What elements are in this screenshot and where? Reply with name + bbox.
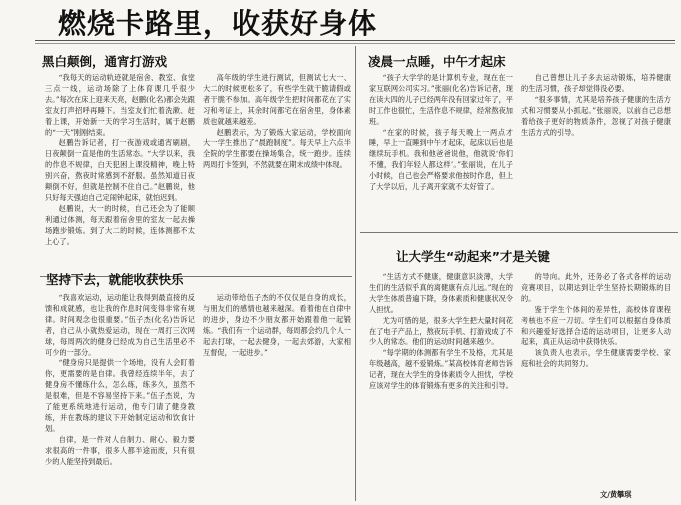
paragraph: “我每天的运动轨迹就是宿舍、教室、食堂三点一线，运动场除了上体育课几乎很少去。”每次在床上迎来天亮，赵鹏(化名)都会先跟室友打声招呼再睡下。当室友们忙着洗漱、赶着上课，开始新一天的学习生活时，属于赵鹏的“一天”刚刚结束。 [45, 73, 195, 137]
paragraph: “生活方式不健康，健康意识淡薄，大学生们的生活似乎真的离健康有点儿远。”现在的大学生体质普遍下降，身体素质和健康状况令人担忧。 [369, 272, 513, 314]
paragraph: 自律，是一件对人自制力、耐心、毅力要求很高的一件事，很多人都半途而废，只有很少的人能坚持到最后。 [45, 434, 195, 466]
column-divider [355, 46, 356, 501]
section-1-column-1 [45, 73, 195, 268]
paragraph: 鉴于学生个体间的差异性，高校体育课程考核也不应一刀切。学生们可以根据自身体质和兴趣爱好选择合适的运动项目，让更多人动起来，真正从运动中获得快乐。 [521, 304, 671, 347]
section-heading-1: 黑白颠倒，通宵打游戏 [42, 54, 168, 69]
paragraph: 尤为可惜的是，很多大学生把大量时间花在了电子产品上，熬夜玩手机、打游戏成了不少人的常态。他们的运动时间越来越少。 [369, 315, 513, 347]
paragraph: “很多事情，尤其是培养孩子健康的生活方式和习惯要从小抓起。”张丽说，以前自己总想着给孩子更好的物质条件，忽视了对孩子健康生活方式的引导。 [521, 94, 671, 137]
paragraph: 自己曾想让儿子多去运动锻炼，培养健康的生活习惯，孩子却觉得没必要。 [521, 73, 671, 93]
paragraph: 的导向。此外，还务必了各式各样的运动竞赛项目，以期达到让学生坚持长期锻炼的目的。 [521, 272, 671, 303]
paragraph: 赵鹏说，大一的时候，自己还会为了能顺利通过体测，每天跟着宿舍里的室友一起去操场跑步锻炼。到了大二的时候，连体测都不太上心了。 [45, 203, 195, 246]
paragraph: 该负责人也表示，学生健康需要学校、家庭和社会的共同努力。 [521, 348, 671, 369]
paragraph: 运动带给伍子杰的不仅仅是自身的成长，与朋友们的感情也越来越深。看着他在自律中的进步，身边不少朋友都开始跟着他一起锻炼。“我们有一个运动群，每周都会约几个人一起去打球，一起去健身，一起去郊游，大家相互督促，一起进步。” [203, 293, 351, 357]
section-2-column-2 [203, 293, 351, 501]
paragraph: “在家的时候，孩子每天晚上一两点才睡，早上一直睡到中午才起床，起床以后也是继续玩手机。我和他爸爸说他，他就说‘你们不懂，我们年轻人都这样’。”张丽说，在儿子小时候，自己也会严格要求他按时作息，但上了大学以后，儿子离开家就不太好管了。 [369, 127, 513, 192]
title-rule-secondary [35, 43, 675, 44]
section-4-column-2 [521, 272, 671, 489]
section-heading-2: 坚持下去，就能收获快乐 [46, 272, 184, 287]
paragraph: 赵鹏表示，为了锻炼大家运动，学校面向大一学生推出了“晨跑制度”。每天早上六点半全院的学生都要在操场集合，统一跑步。连续两周打卡签到，不然就要在期末成绩中体现。 [203, 127, 351, 170]
paragraph: “孩子大学学的是计算机专业，现在在一家互联网公司实习。”张丽(化名)告诉记者，现在读大四的儿子已经两年没有回家过年了，平时工作也很忙，生活作息不规律，经常熬夜加班。 [369, 73, 513, 126]
paragraph: “我喜欢运动，运动能让我得到最直接的反馈和成就感，也让我的作息时间变得非常有规律。时间观念也很重要。”伍子杰(化名)告诉记者，自己从小就热爱运动，现在一周打三次网球，每周两次的健身已经成为自己生活里必不可少的一部分。 [45, 293, 195, 357]
section-3-column-1 [369, 73, 513, 225]
section-4-column-1 [369, 272, 513, 500]
section-3-column-2 [521, 73, 671, 225]
paragraph: 赵鹏告诉记者，打一夜游戏或通宵刷剧，日夜颠倒一直是他的生活常态。“大学以来，我的作息不规律，白天犯困上课没精神，晚上特别兴奋，熬夜时常感到不舒服。虽然知道日夜颠倒不好，但就是控制不住自己。”赵鹏说，他只好每天强迫自己定闹钟起床，就怕迟到。 [45, 138, 195, 202]
section-2-column-1 [45, 293, 195, 501]
title-rule [35, 40, 675, 41]
section-heading-4: 让大学生“动起来”才是关键 [396, 249, 550, 264]
paragraph: 高年级的学生进行测试，但测试七大一、大二的时候更松多了，有些学生就干脆请假或者干脆不参加。高年级学生把时间都花在了实习和考证上，其余时间都宅在宿舍里，身体素质也就越来越差。 [203, 73, 351, 126]
byline: 文/黄攀琪 [600, 490, 632, 499]
section-heading-3: 凌晨一点睡，中午才起床 [368, 54, 506, 69]
section-divider-right [360, 232, 678, 233]
section-1-column-2 [203, 73, 351, 268]
page-title: 燃烧卡路里，收获好身体 [58, 7, 378, 40]
paragraph: “健身房只是提供一个场地，没有人会盯着你，更需要的是自律。我曾经连续半年，去了健身房不懂练什么，怎么练，练多久，虽然不是很难，但是不容易坚持下来。”伍子杰说，为了能更系统地进行运动，他专门请了健身教练，并在教练的建议下开始制定运动和饮食计划。 [45, 358, 195, 433]
paragraph: “每学期的体测都有学生不及格，尤其是年级越高，越不爱锻炼。”某高校体育老师告诉记者，现在大学生的身体素质令人担忧，学校应该对学生的体育锻炼有更多的关注和引导。 [369, 348, 513, 391]
